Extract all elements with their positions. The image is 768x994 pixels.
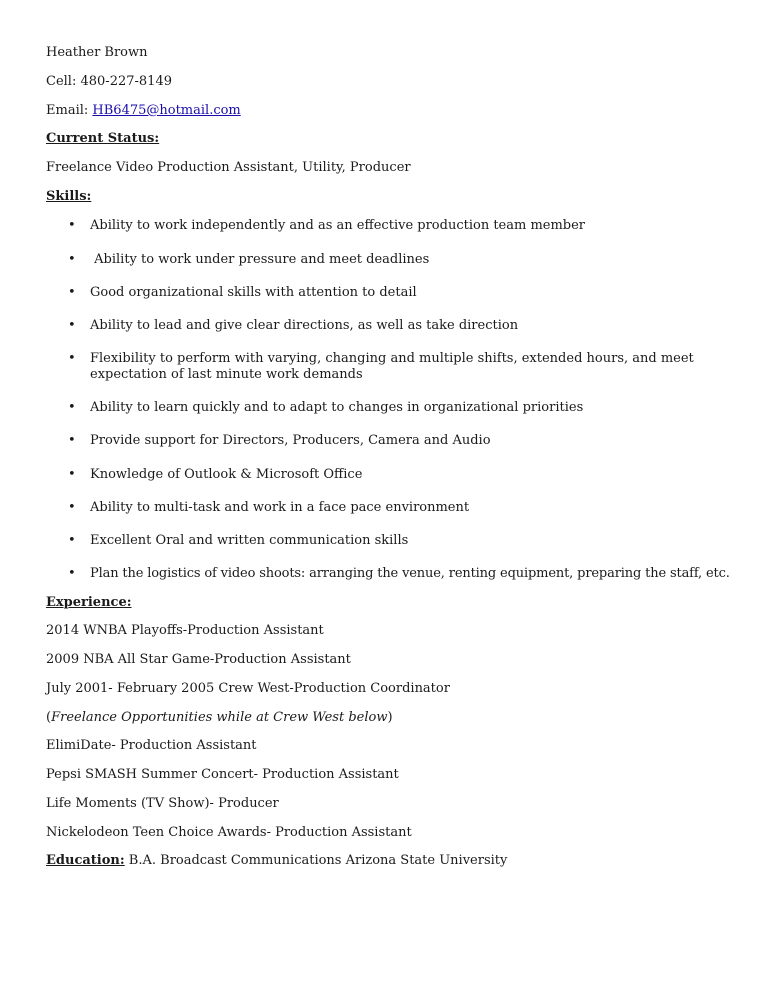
experience-heading: Experience: <box>46 595 132 610</box>
freelance-item: Pepsi SMASH Summer Concert- Production Assistant <box>46 767 399 782</box>
current-status-text: Freelance Video Production Assistant, Utility, Producer <box>46 160 411 175</box>
skill-item: Ability to lead and give clear directions, as well as take direction <box>90 318 519 333</box>
skill-item: Ability to learn quickly and to adapt to changes in organizational priorities <box>90 400 584 415</box>
freelance-item: ElimiDate- Production Assistant <box>46 738 257 753</box>
freelance-item: Nickelodeon Teen Choice Awards- Production Assistant <box>46 825 412 840</box>
bullet-icon: • <box>68 318 76 333</box>
note-close-paren: ) <box>387 710 393 725</box>
note-text: Freelance Opportunities while at Crew West below <box>51 710 388 725</box>
bullet-icon: • <box>68 400 76 415</box>
experience-item: July 2001- February 2005 Crew West-Production Coordinator <box>46 681 450 696</box>
skill-item: Flexibility to perform with varying, changing and multiple shifts, extended hours, and meet expectation of last minute work demands <box>90 351 694 382</box>
note-open-paren: ( <box>46 710 52 725</box>
skill-item: Ability to multi-task and work in a face pace environment <box>90 500 470 515</box>
bullet-icon: • <box>68 566 76 581</box>
skill-item: Plan the logistics of video shoots: arranging the venue, renting equipment, preparing the staff, etc. <box>90 566 730 581</box>
current-status-heading: Current Status: <box>46 131 160 146</box>
cell-number: 480-227-8149 <box>80 74 172 89</box>
bullet-icon: • <box>68 500 76 515</box>
freelance-note <box>46 710 393 726</box>
skill-item: Ability to work under pressure and meet deadlines <box>90 252 430 267</box>
bullet-icon: • <box>68 285 76 300</box>
experience-item: 2014 WNBA Playoffs-Production Assistant <box>46 623 324 638</box>
education-text: B.A. Broadcast Communications Arizona State University <box>128 853 508 868</box>
bullet-icon: • <box>68 218 76 233</box>
bullet-icon: • <box>68 533 76 548</box>
education-line <box>46 853 507 869</box>
skills-heading: Skills: <box>46 189 92 204</box>
skill-item: Good organizational skills with attention to detail <box>90 285 417 300</box>
bullet-icon: • <box>68 351 76 366</box>
email-label: Email: <box>46 103 89 118</box>
experience-item: 2009 NBA All Star Game-Production Assistant <box>46 652 351 667</box>
bullet-icon: • <box>68 433 76 448</box>
contact-email <box>46 103 241 119</box>
bullet-icon: • <box>68 252 76 267</box>
education-heading: Education: <box>46 853 125 868</box>
contact-cell <box>46 74 172 90</box>
skill-item: Excellent Oral and written communication skills <box>90 533 409 548</box>
bullet-icon: • <box>68 467 76 482</box>
cell-label: Cell: <box>46 74 77 89</box>
skill-item: Ability to work independently and as an effective production team member <box>90 218 586 233</box>
skill-item: Knowledge of Outlook & Microsoft Office <box>90 467 363 482</box>
contact-name: Heather Brown <box>46 45 148 60</box>
skill-item: Provide support for Directors, Producers, Camera and Audio <box>90 433 491 448</box>
email-link[interactable]: HB6475@hotmail.com <box>92 103 241 118</box>
freelance-item: Life Moments (TV Show)- Producer <box>46 796 279 811</box>
